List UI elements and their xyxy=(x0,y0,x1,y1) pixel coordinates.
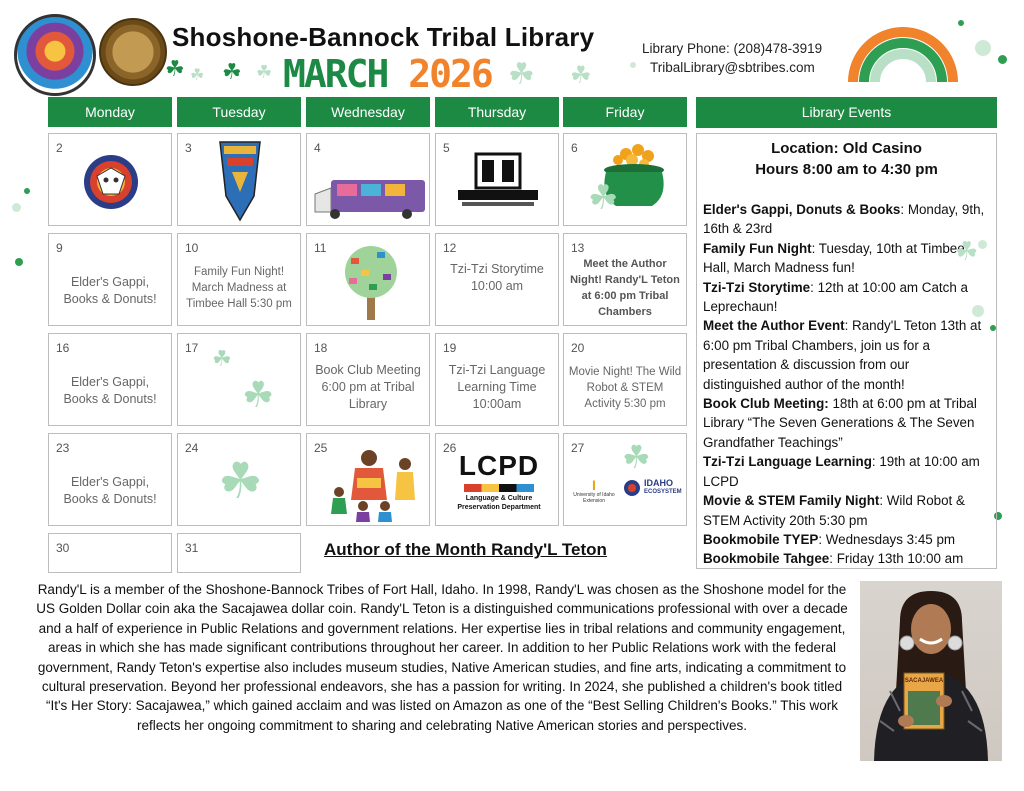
shamrock-icon: ☘ xyxy=(218,453,263,509)
calendar-day xyxy=(48,433,172,526)
month-year: 2026 xyxy=(408,52,492,96)
ecosystem-logo-icon xyxy=(624,480,640,496)
calendar-day xyxy=(435,133,559,226)
author-portrait-icon xyxy=(860,581,1002,761)
author-bio: Randy'L is a member of the Shoshone-Bannock Tribes of Fort Hall, Idaho. In 1998, Randy'L was chosen as the Shoshone model for the US Golden Dollar coin aka the Sacajawea dollar coin. Randy'L Teton is a distinguished communications professional with over a decade and a half of experience in Public Relations and government relations. Her expertise lies in tribal relations and community engagement, areas in which she has made significant contributions throughout her career. In addition to her Public Relations work with the federal government, Randy Teton's expertise also includes museum studies, Native American studies, and fine arts, indicating a commitment to cultural preservation. Beyond her professional endeavors, she has a passion for writing. In 2024, she published a children's book titled “It's Her Story: Sacajawea,” which gained acclaim and was listed on Amazon as one of the “Best Selling Children's Books.” This work reflects her ongoing commitment to sharing and celebrating Native American stories and perspectives. xyxy=(36,582,848,733)
lcpd-logo-text: LCPD xyxy=(458,450,540,481)
event-title: Tzi-Tzi Language Learning xyxy=(703,454,872,470)
event-title: Elder's Gappi, Donuts & Books xyxy=(703,202,901,217)
calendar-day xyxy=(435,233,559,326)
calendar-day xyxy=(177,333,301,426)
event-item xyxy=(703,491,990,530)
human-services-logo xyxy=(14,14,96,96)
shamrock-icon: ☘ xyxy=(165,56,185,81)
calendar-day xyxy=(177,233,301,326)
decor-dot xyxy=(958,20,964,26)
calendar-day xyxy=(563,133,687,226)
day-number: 9 xyxy=(56,241,63,255)
calendar-day xyxy=(48,133,172,226)
day-event: Meet the Author Night! Randy'L Teton at 6:00 pm Tribal Chambers xyxy=(570,257,680,318)
event-title: Book Club Meeting: xyxy=(703,396,829,412)
day-number: 12 xyxy=(443,241,457,255)
weekday-friday: Friday xyxy=(563,97,687,127)
calendar-day xyxy=(435,433,559,526)
day-number: 17 xyxy=(185,341,199,355)
library-phone: Library Phone: (208)478-3919 xyxy=(642,41,823,56)
event-desc: : Friday 13th 10:00 am xyxy=(829,551,964,567)
uidaho-mark-icon: I xyxy=(592,477,596,493)
event-item xyxy=(703,530,990,549)
book-cover-title: SACAJAWEA xyxy=(904,678,944,684)
day-number: 26 xyxy=(443,441,457,455)
events-hours: Hours 8:00 am to 4:30 pm xyxy=(755,161,938,178)
calendar-day xyxy=(48,333,172,426)
lcpd-logo-stripe xyxy=(464,484,534,492)
day-number: 13 xyxy=(571,241,585,255)
event-title: Bookmobile Tahgee xyxy=(703,551,830,567)
event-desc: : Wild Robot & STEM Activity 20th 5:30 pm xyxy=(703,493,965,528)
ecosystem-logo-line1: IDAHO xyxy=(644,478,673,488)
shamrock-icon: ☘ xyxy=(508,58,535,91)
day-number: 4 xyxy=(314,141,321,155)
book-tree-icon xyxy=(331,240,411,324)
shamrock-icon: ☘ xyxy=(212,346,232,371)
boys-girls-club-logo-icon xyxy=(456,152,540,208)
day-event: Elder's Gappi, Books & Donuts! xyxy=(63,374,157,406)
day-number: 18 xyxy=(314,341,328,355)
event-desc: : Monday, 9th, 16th & 23rd xyxy=(703,202,985,237)
day-number: 16 xyxy=(56,341,70,355)
events-list xyxy=(703,200,990,569)
decor-dot xyxy=(975,40,991,56)
day-number: 11 xyxy=(314,241,327,255)
calendar-day xyxy=(306,233,430,326)
event-desc: 18th at 6:00 pm at Tribal Library “The Seven Generations & The Seven Grandfather Teachings” xyxy=(703,396,977,450)
calendar-day xyxy=(435,333,559,426)
lcpd-logo-subtitle: Language & Culture Preservation Department xyxy=(457,495,541,511)
shamrock-icon: ☘ xyxy=(242,374,275,415)
day-number: 25 xyxy=(314,441,328,455)
uidaho-logo-text: University of Idaho Extension xyxy=(573,492,615,504)
weekday-tuesday: Tuesday xyxy=(177,97,301,127)
day-number: 10 xyxy=(185,241,199,255)
tribal-emblem-icon xyxy=(210,136,270,224)
calendar-day xyxy=(563,433,687,526)
calendar-day xyxy=(177,533,301,573)
lcpd-logo xyxy=(456,450,542,512)
events-location: Location: Old Casino xyxy=(771,140,922,157)
events-header: Library Events xyxy=(696,97,997,128)
calendar-day xyxy=(306,333,430,426)
day-number: 6 xyxy=(571,141,578,155)
calendar-day xyxy=(306,133,430,226)
calendar-day xyxy=(177,133,301,226)
library-email: TribalLibrary@sbtribes.com xyxy=(650,60,815,75)
event-title: Movie & STEM Family Night xyxy=(703,493,880,509)
tribal-seal-logo xyxy=(99,18,167,86)
event-item xyxy=(703,278,990,317)
events-panel xyxy=(696,133,997,569)
day-number: 27 xyxy=(571,441,585,455)
uidaho-extension-logo xyxy=(568,478,620,504)
decor-dot xyxy=(12,203,21,212)
event-title: Bookmobile TYEP xyxy=(703,531,819,547)
event-title: Meet the Author Event xyxy=(703,318,845,334)
shamrock-icon: ☘ xyxy=(622,439,651,475)
day-event: Elder's Gappi, Books & Donuts! xyxy=(63,274,157,306)
day-number: 19 xyxy=(443,341,457,355)
author-of-month-heading: Author of the Month Randy'L Teton xyxy=(324,540,607,559)
shamrock-icon: ☘ xyxy=(256,62,273,82)
event-desc: : 12th at 10:00 am Catch a Leprechaun! xyxy=(703,279,968,315)
day-event: Elder's Gappi, Books & Donuts! xyxy=(63,474,157,506)
bookmobile-bus-icon xyxy=(313,174,427,222)
shamrock-icon: ☘ xyxy=(955,236,979,266)
decor-dot xyxy=(15,258,23,266)
tax-department-logo-icon xyxy=(75,146,147,218)
calendar-day xyxy=(48,233,172,326)
shamrock-icon: ☘ xyxy=(222,59,242,84)
author-photo xyxy=(860,581,1002,761)
calendar-day xyxy=(177,433,301,526)
shamrock-icon: ☘ xyxy=(588,179,619,217)
calendar-day xyxy=(563,333,687,426)
day-event: Tzi-Tzi Storytime 10:00 am xyxy=(450,261,544,293)
shamrock-icon: ☘ xyxy=(190,67,205,84)
decor-dot xyxy=(24,188,30,194)
weekday-monday: Monday xyxy=(48,97,172,127)
event-desc: : 19th at 10:00 am LCPD xyxy=(703,454,980,489)
calendar-day xyxy=(48,533,172,573)
event-desc: : Wednesdays 3:45 pm xyxy=(818,531,956,547)
calendar-day xyxy=(306,433,430,526)
day-event: Family Fun Night! March Madness at Timbee Hall 5:30 pm xyxy=(186,265,292,310)
day-number: 5 xyxy=(443,141,450,155)
page-title: Shoshone-Bannock Tribal Library xyxy=(172,22,595,52)
month-title xyxy=(283,52,492,96)
library-contact xyxy=(642,39,822,77)
day-number: 20 xyxy=(571,341,585,355)
day-number: 24 xyxy=(185,441,199,455)
day-number: 2 xyxy=(56,141,63,155)
day-number: 30 xyxy=(56,541,70,555)
day-number: 31 xyxy=(185,541,199,555)
day-event: Movie Night! The Wild Robot & STEM Activity 5:30 pm xyxy=(568,365,682,410)
decor-dot xyxy=(630,62,636,68)
event-item xyxy=(703,394,990,452)
day-number: 3 xyxy=(185,141,192,155)
storytelling-illustration-icon xyxy=(329,444,419,522)
event-desc: : Randy'L Teton 13th at 6:00 pm Tribal Chambers, join us for a presentation & discussion from our distinguished author of the month! xyxy=(703,318,982,392)
calendar-day xyxy=(563,233,687,326)
event-item xyxy=(703,316,990,394)
shamrock-icon: ☘ xyxy=(570,62,592,89)
ecosystem-logo-line2: ECOSYSTEM xyxy=(644,489,682,495)
event-item xyxy=(703,200,990,239)
event-title: Tzi-Tzi Storytime xyxy=(703,279,811,295)
day-number: 23 xyxy=(56,441,70,455)
day-event: Book Club Meeting 6:00 pm at Tribal Library xyxy=(315,363,421,411)
day-event: Tzi-Tzi Language Learning Time 10:00am xyxy=(448,363,546,411)
event-desc: : Tuesday, 10th at Timbee Hall, March Madness fun! xyxy=(703,240,965,276)
event-item xyxy=(703,452,990,491)
weekday-thursday: Thursday xyxy=(435,97,559,127)
weekday-wednesday: Wednesday xyxy=(306,97,430,127)
event-item xyxy=(703,549,990,568)
event-title: Family Fun Night xyxy=(703,240,812,256)
rainbow-icon xyxy=(848,14,958,84)
decor-dot xyxy=(998,55,1007,64)
month-name: MARCH xyxy=(283,52,388,96)
event-item xyxy=(703,236,990,278)
